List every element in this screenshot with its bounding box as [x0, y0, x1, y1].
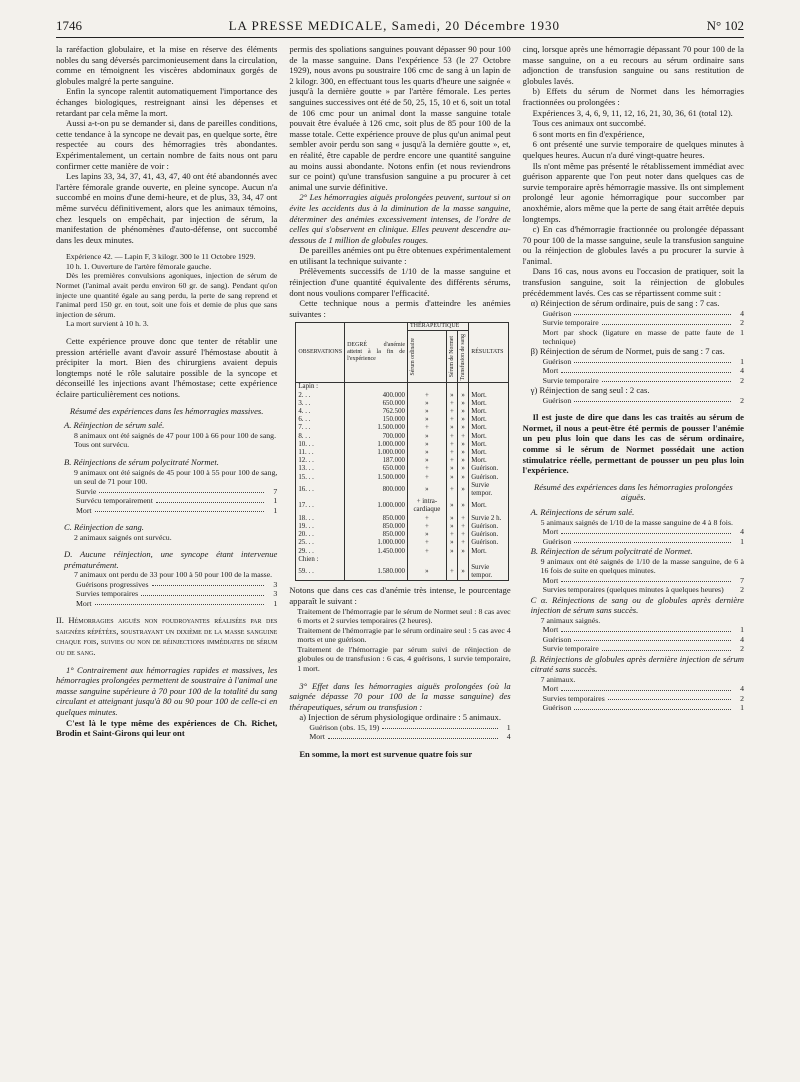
table-cell-deg: 700.000 [345, 433, 408, 441]
table-cell-deg: 1.000.000 [345, 539, 408, 547]
result-text: 7 animaux saignés. [540, 615, 601, 625]
result-label: Guérison [542, 395, 572, 405]
paragraph: b) Effets du sérum de Normet dans les hémorragies fractionnées ou prolongées : [522, 86, 744, 107]
paragraph: Tous ces animaux ont succombé. [532, 118, 646, 129]
table-cell-a: » [407, 457, 446, 465]
table-cell-obs: 10. . . [296, 441, 345, 449]
table-cell-deg: 650.000 [345, 465, 408, 473]
result-label: Survie temporaire [542, 375, 599, 385]
column-1 [56, 44, 277, 759]
table-row [296, 564, 509, 581]
table-cell-obs: 18. . . [296, 515, 345, 523]
section-heading: II. Hémorragies aiguës non foudroyantes réalisées par des saignées répétées, soustrayant un dixième de la masse sanguine chaque fois, suivies ou non de réinjections immédiates de sérum ou de sang. [56, 615, 278, 657]
table-cell-a: » [407, 564, 446, 581]
table-cell-a: » [407, 408, 446, 416]
list-item: Traitement de l'hémorragie par sérum suivi de réinjection de globules ou de transfusion : 6 cas, 4 guérisons, 1 survie temporaire, 1 mort. [297, 644, 511, 674]
table-cell-r: Mort. [469, 433, 509, 441]
result-label: Survies temporaires [76, 589, 139, 599]
paragraph: cinq, lorsque après une hémorragie dépassant 70 pour 100 de la masse sanguine, on a eu recours au sérum ordinaire sans adjonction de transfusion sanguine ou sans restitution de globules lavés. [522, 44, 744, 86]
table-cell-a: » [407, 400, 446, 408]
table-cell-r: Survie tempor. [469, 482, 509, 498]
table-cell-deg: 762.500 [345, 408, 408, 416]
result-label: Survies temporaires [542, 693, 605, 703]
result-value: 2 [740, 375, 744, 385]
table-cell-b: » [446, 539, 457, 547]
table-cell-deg: 400.000 [345, 392, 408, 400]
result-text: 7 animaux. [540, 674, 576, 684]
paragraph: Prélèvements successifs de 1/10 de la masse sanguine et réinjection d'une quantité équivalente des différents sérums, dont nous voulions comparer l'efficacité. [289, 266, 511, 298]
paragraph: En somme, la mort est survenue quatre fois sur [299, 748, 473, 759]
result-label: Survie temporaire [542, 318, 599, 328]
table-cell-c: + [458, 433, 469, 441]
result-value: 1 [740, 327, 744, 337]
table-cell-r: Guérison. [469, 539, 509, 547]
table-cell-a: + [407, 465, 446, 473]
result-label: Mort [542, 684, 559, 694]
table-row [296, 441, 509, 449]
table-cell-b: » [446, 424, 457, 432]
table-cell-r: Guérison. [469, 531, 509, 539]
result-value: 2 [740, 644, 744, 654]
table-cell-a: » [407, 433, 446, 441]
table-cell-b: » [446, 498, 457, 514]
table-cell-c: » [458, 408, 469, 416]
table-cell-obs: 7. . . [296, 424, 345, 432]
result-label: Guérisons progressives [76, 579, 149, 589]
col-header-serum-normet: Sérum de Normet [448, 336, 455, 378]
result-value: 7 [273, 486, 278, 496]
result-list [56, 580, 277, 608]
table-cell-b: + [446, 433, 457, 441]
table-cell-obs: 20. . . [296, 531, 345, 539]
result-label: Mort [309, 732, 325, 742]
table-cell-a: + [407, 515, 446, 523]
table-cell-c: » [458, 498, 469, 514]
subheading: γ) Réinjection de sang seul : 2 cas. [530, 385, 650, 396]
table-cell-r: Survie tempor. [469, 564, 509, 581]
anemia-results-table [295, 322, 509, 581]
table-cell-deg: 650.000 [345, 400, 408, 408]
table-cell-c: + [458, 523, 469, 531]
result-value: 2 [740, 318, 744, 328]
result-value: 4 [506, 732, 511, 742]
paragraph: permis des spoliations sanguines pouvant dépasser 90 pour 100 de la masse sanguine. Dans l'expérience 53 (le 27 Octobre 1929), nous avons pu soustraire 106 cmc de sang à un lapin de 2 kilogr. 300, en effectuant tous les quarts d'heure une saignée « jusqu'à la dernière goutte » par l'artère fémorale. Les pertes sanguines successives ont été de 50, 25, 15, 10 et 6, soit un total de 106 cmc pour un animal dont la masse sanguine totale pouvait être évaluée à 126 cmc, soit plus de 85 pour 100 de la masse totale. Cette expérience prouve de plus qu'un animal peut sembler avoir perdu son sang « jusqu'à la dernière goutte », et, en réalité, être capable de perdre encore une quantité sanguine au moins aussi abondante. Notons enfin (et nous reviendrons sur ce point) qu'une transfusion sanguine a pu procurer à cet animal une survie définitive. [289, 44, 511, 192]
result-value: 3 [273, 579, 278, 589]
result-label: Guérison [542, 703, 572, 713]
group-label: Chien : [296, 556, 345, 564]
result-label: Guérison [542, 634, 572, 644]
result-text: 9 animaux ont été saignés de 45 pour 100 à 55 pour 100 de sang, un seul de 71 pour 100. [74, 467, 278, 487]
table-cell-b: » [446, 523, 457, 531]
table-cell-obs: 8. . . [296, 433, 345, 441]
table-cell-obs: 17. . . [296, 498, 345, 514]
list-item: Traitement de l'hémorragie par le sérum de Normet seul : 8 cas avec 6 morts et 2 survies temporaires (2 heures). [297, 606, 511, 626]
table-cell-a: + [407, 523, 446, 531]
table-group-row [296, 556, 509, 564]
table-cell-obs: 25. . . [296, 539, 345, 547]
col-header-degree: DEGRÉ d'anémie atteint à la fin de l'expérience [345, 323, 408, 383]
table-cell-a: + [407, 474, 446, 482]
result-label: Guérison [542, 308, 572, 318]
result-value: 2 [740, 693, 744, 703]
table-cell-r: Mort. [469, 400, 509, 408]
paragraph: Cette technique nous a permis d'atteindre les anémies suivantes : [289, 298, 511, 319]
subheading: B. Réinjections de sérum polycitraté Normet. [64, 456, 219, 467]
result-list [523, 357, 744, 385]
table-cell-r: Mort. [469, 408, 509, 416]
table-cell-deg: 1.000.000 [345, 449, 408, 457]
paragraph: C'est là le type même des expériences de Ch. Richet, Brodin et Saint-Girons qui leur ont [56, 717, 278, 739]
result-label: Mort [76, 505, 92, 515]
table-cell-obs: 29. . . [296, 548, 345, 556]
result-text: Tous ont survécu. [74, 440, 130, 450]
result-label: Survécu temporairement [76, 496, 153, 506]
table-cell-r: Guérison. [469, 523, 509, 531]
subheading: β) Réinjection de sérum de Normet, puis de sang : 7 cas. [530, 346, 725, 357]
table-cell-obs: 59. . . [296, 564, 345, 581]
result-label: Mort [542, 625, 559, 635]
result-value: 1 [740, 357, 744, 367]
table-cell-obs: 16. . . [296, 482, 345, 498]
table-cell-r: Guérison. [469, 465, 509, 473]
table-row [296, 400, 509, 408]
table-row [296, 523, 509, 531]
column-2 [289, 44, 510, 759]
table-cell-b: » [446, 515, 457, 523]
table-cell-r: Mort. [469, 449, 509, 457]
subheading: C α. Réinjections de sang ou de globules après dernière injection de sérum sans succès. [530, 594, 744, 616]
result-list [523, 684, 744, 712]
table-cell-b: » [446, 465, 457, 473]
table-row [296, 465, 509, 473]
table-row [296, 474, 509, 482]
table-row [296, 515, 509, 523]
result-value: 1 [506, 723, 511, 733]
result-value: 2 [740, 395, 744, 405]
table-cell-a: + intra-cardiaque [407, 498, 446, 514]
result-value: 7 [740, 575, 744, 585]
subheading: D. Aucune réinjection, une syncope étant intervenue prématurément. [64, 549, 278, 570]
paragraph: 6 sont morts en fin d'expérience, [532, 128, 645, 139]
journal-title: LA PRESSE MEDICALE [228, 18, 384, 33]
table-group-row [296, 383, 509, 392]
paragraph: De pareilles anémies ont pu être obtenues expérimentalement en utilisant la technique suivante : [289, 245, 511, 266]
paragraph: Notons que dans ces cas d'anémie très intense, le pourcentage apparaît le suivant : [289, 585, 511, 606]
table-cell-r: Mort. [469, 548, 509, 556]
col-header-results: RÉSULTATS [469, 323, 509, 383]
text-columns [56, 44, 744, 759]
table-cell-deg: 1.000.000 [345, 441, 408, 449]
subheading: C. Réinjection de sang. [64, 521, 144, 532]
result-value: 1 [273, 598, 278, 608]
table-cell-b: + [446, 408, 457, 416]
result-value: 1 [740, 703, 744, 713]
result-value: 4 [740, 684, 744, 694]
result-value: 1 [273, 505, 278, 515]
result-label: Mort [542, 575, 559, 585]
table-cell-c: » [458, 424, 469, 432]
table-cell-deg: 1.450.000 [345, 548, 408, 556]
result-value: 4 [740, 634, 744, 644]
paragraph: Les lapins 33, 34, 37, 41, 43, 47, 40 ont été abandonnés avec l'artère fémorale grande ouverte, en pleine syncope. Aucun n'a succombé en moins d'une demi-heure, et de plus, 33, 34, 47 ont même survécu définitivement, alors que les animaux témoins, chez lesquels on empêchait, par injection de sérum, la manifestation de phénomènes d'auto-défense, ont succombé dans les deux minutes. [56, 171, 278, 245]
result-list [523, 625, 744, 653]
table-cell-r: Mort. [469, 392, 509, 400]
paragraph: Ils n'ont même pas présenté le rétablissement immédiat avec guérison apparente que l'on peut noter dans quelques cas de survie temporaire après hémorragie massive. Ils ont simplement prolongé leur agonie hémorragique pour succomber par anoxhémie, alors même que la perte de sang était arrêtée depuis longtemps. [522, 160, 744, 224]
table-cell-b: + [446, 416, 457, 424]
table-cell-r: Guérison. [469, 474, 509, 482]
table-cell-b: » [446, 474, 457, 482]
paragraph: 3° Effet dans les hémorragies aiguës prolongées (où la saignée dépasse 70 pour 100 de la masse sanguine) des thérapeutiques, sérum ou transfusion : [289, 680, 511, 712]
table-body [296, 383, 509, 581]
table-row [296, 482, 509, 498]
table-cell-c: » [458, 482, 469, 498]
table-cell-b: + [446, 564, 457, 581]
paragraph: Aussi a-t-on pu se demander si, dans de pareilles conditions, cette tendance à la syncope ne devait pas, en quelque sorte, être respectée au cours des hémorragies très abondantes. Expérimentalement, un certain nombre de faits nous ont paru confirmer cette manière de voir : [56, 118, 278, 171]
table-row [296, 539, 509, 547]
table-row [296, 392, 509, 400]
table-cell-obs: 2. . . [296, 392, 345, 400]
page-number: 1746 [56, 18, 82, 33]
table-cell-a: » [407, 531, 446, 539]
table-cell-a: + [407, 424, 446, 432]
col-header-serum-ordinaire: Sérum ordinaire [409, 338, 416, 376]
table-cell-b: + [446, 449, 457, 457]
table-cell-r: Survie 2 h. [469, 515, 509, 523]
table-cell-b: » [446, 548, 457, 556]
table-row [296, 531, 509, 539]
group-label: Lapin : [296, 383, 345, 392]
paragraph: Dans 16 cas, nous avons eu l'occasion de pratiquer, soit la transfusion sanguine, soit la réinjection de globules précédemment lavés. Ces cas se répartissent comme suit : [522, 266, 744, 298]
table-cell-c: » [458, 548, 469, 556]
table-cell-r: Mort. [469, 457, 509, 465]
table-cell-obs: 13. . . [296, 465, 345, 473]
table-cell-deg: 850.000 [345, 523, 408, 531]
result-list [56, 487, 277, 515]
table-cell-obs: 3. . . [296, 400, 345, 408]
table-cell-deg: 850.000 [345, 531, 408, 539]
table-cell-b: + [446, 441, 457, 449]
result-label: Mort [542, 527, 559, 537]
table-cell-b: + [446, 482, 457, 498]
table-cell-c: » [458, 400, 469, 408]
table-cell-c: » [458, 416, 469, 424]
table-cell-a: » [407, 449, 446, 457]
result-value: 1 [740, 625, 744, 635]
table-cell-b: + [446, 531, 457, 539]
result-text: 2 animaux saignés ont survécu. [74, 532, 172, 542]
paragraph: Expériences 3, 4, 6, 9, 11, 12, 16, 21, 30, 36, 61 (total 12). [532, 107, 733, 118]
table-cell-r: Mort. [469, 498, 509, 514]
result-value: 2 [740, 585, 744, 595]
paragraph: 1° Contrairement aux hémorragies rapides et massives, les hémorragies prolongées permettent de soustraire à l'animal une masse sanguine supérieure à 70 pour 100 de la totalité du sang circulant et atteignant jusqu'à 80 ou 90 pour 100 de celle-ci en quelques minutes. [56, 664, 278, 717]
table-cell-deg: 1.000.000 [345, 498, 408, 514]
table-cell-a: + [407, 392, 446, 400]
experiment-line: Dès les premières convulsions agoniques, injection de sérum de Normet (l'animal avait perdu environ 60 gr. de sang). Pendant qu'on injecte une quantité égale au sang perdu, la perte de sang reprend et l'animal perd 150 gr. en tout, soit une fois et demie de plus que sans injection de sérum. [56, 271, 278, 319]
table-cell-deg: 800.000 [345, 482, 408, 498]
table-cell-obs: 19. . . [296, 523, 345, 531]
paragraph: la raréfaction globulaire, et la mise en réserve des éléments nobles du sang déversés parcimonieusement dans la circulation, comme en témoignent les viscères abdominaux gorgés de globules malgré la perte sanguine. [56, 44, 278, 86]
result-label: Guérison [542, 357, 572, 367]
table-cell-obs: 12. . . [296, 457, 345, 465]
paragraph: a) Injection de sérum physiologique ordinaire : 5 animaux. [299, 712, 501, 723]
table-cell-deg: 850.000 [345, 515, 408, 523]
paragraph: 2° Les hémorragies aiguës prolongées peuvent, surtout si on évite les accidents dus à la diminution de la masse sanguine, déterminer des anémies excessivement intenses, de l'ordre de celles qui s'observent en clinique. Elles peuvent descendre au-dessous de 1 million de globules rouges. [289, 192, 511, 245]
result-list [523, 576, 744, 595]
table-cell-c: » [458, 564, 469, 581]
result-label: Survies temporaires (quelques minutes à quelques heures) [542, 585, 724, 595]
table-cell-a: + [407, 539, 446, 547]
subheading: β. Réinjections de globules après dernière injection de sérum citraté sans succès. [530, 653, 744, 675]
table-row [296, 548, 509, 556]
section-heading: Résumé des expériences dans les hémorragies massives. [69, 405, 264, 416]
result-text: 7 animaux ont perdu de 33 pour 100 à 50 pour 100 de la masse. [74, 570, 273, 580]
table-cell-a: » [407, 416, 446, 424]
table-row [296, 433, 509, 441]
result-text: 9 animaux ont été saignés de 1/10 de la masse sanguine, de 6 à 16 fois de suite en quelques minutes. [540, 556, 744, 576]
table-cell-a: » [407, 441, 446, 449]
paragraph: Il est juste de dire que dans les cas traités au sérum de Normet, il nous a peut-être été permis de pousser l'anémie un peu plus loin que dans les cas de sérum ordinaire, comme si le sérum de Normet possédait une action stimulatrice réelle, permettant de pousser un peu plus loin l'expérience. [522, 412, 744, 476]
result-list [523, 309, 744, 347]
result-value: 4 [740, 527, 744, 537]
table-cell-b: » [446, 392, 457, 400]
col-header-transfusion: Transfusion de sang [460, 333, 466, 381]
paragraph: c) En cas d'hémorragie fractionnée ou prolongée dépassant 70 pour 100 de la masse sanguine, seule la transfusion sanguine ou la réinjection de globules lavés a pu procurer la survie à l'animal. [522, 224, 744, 266]
result-label: Mort [542, 366, 559, 376]
table-cell-c: » [458, 457, 469, 465]
table-cell-r: Mort. [469, 416, 509, 424]
table-cell-obs: 4. . . [296, 408, 345, 416]
issue-number: N° 102 [706, 18, 744, 33]
subheading: A. Réinjections de sérum salé. [530, 507, 635, 518]
result-list [523, 396, 744, 405]
col-header-observations: OBSERVATIONS [296, 323, 345, 383]
table-cell-c: + [458, 531, 469, 539]
result-text: 8 animaux ont été saignés de 47 pour 100 à 66 pour 100 de sang. [74, 430, 277, 440]
paragraph: Cette expérience prouve donc que tenter de rétablir une pression artérielle avant d'avoir assuré l'hémostase aboutit à précipiter la mort. Bien des chirurgiens avaient depuis longtemps noté le rôle salutaire possible de la syncope et déconseillé les injections avant l'hémostase; cette expérience éclaire particulièrement ces notions. [56, 336, 278, 399]
table-row [296, 424, 509, 432]
table-cell-r: Mort. [469, 424, 509, 432]
running-header [56, 18, 744, 38]
column-3 [523, 44, 744, 759]
table-cell-c: » [458, 449, 469, 457]
table-cell-deg: 1.500.000 [345, 474, 408, 482]
table-cell-b: + [446, 457, 457, 465]
table-cell-deg: 1.580.000 [345, 564, 408, 581]
result-label: Guérison [542, 536, 572, 546]
table-row [296, 457, 509, 465]
table-cell-deg: 1.500.000 [345, 424, 408, 432]
table-cell-deg: 187.000 [345, 457, 408, 465]
table-row [296, 498, 509, 514]
table-cell-c: + [458, 515, 469, 523]
result-list [289, 723, 510, 742]
table-cell-c: » [458, 474, 469, 482]
list-item: Traitement de l'hémorragie par le sérum ordinaire seul : 5 cas avec 4 morts et une guérison. [297, 625, 511, 645]
subheading: α) Réinjection de sérum ordinaire, puis de sang : 7 cas. [530, 298, 720, 309]
table-cell-a: + [407, 548, 446, 556]
subheading: B. Réinjection de sérum polycitraté de Normet. [530, 546, 693, 557]
result-value: 1 [273, 496, 278, 506]
result-value: 3 [273, 589, 278, 599]
result-label: Mort par shock (ligature en masse de patte faute de technique) [542, 327, 734, 347]
table-cell-c: » [458, 441, 469, 449]
table-cell-deg: 150.000 [345, 416, 408, 424]
table-cell-obs: 15. . . [296, 474, 345, 482]
result-list [523, 527, 744, 546]
table-cell-a: » [407, 482, 446, 498]
paragraph: Enfin la syncope ralentit automatiquement l'importance des échanges biologiques, restreignant ainsi les dépenses et retardant par cela même la mort. [56, 86, 278, 118]
table-row [296, 416, 509, 424]
result-text: 5 animaux saignés de 1/10 de la masse sanguine de 4 à 8 fois. [540, 517, 733, 527]
table-row [296, 408, 509, 416]
result-label: Mort [76, 598, 92, 608]
result-label: Guérison (obs. 15, 19) [309, 723, 380, 733]
table-cell-obs: 6. . . [296, 416, 345, 424]
col-header-therapeutics: THÉRAPEUTIQUE [407, 323, 468, 331]
result-label: Survie temporaire [542, 644, 599, 654]
experiment-line: 10 h. 1. Ouverture de l'artère fémorale gauche. [66, 261, 212, 271]
table-cell-obs: 11. . . [296, 449, 345, 457]
table-cell-c: + [458, 539, 469, 547]
result-value: 4 [740, 308, 744, 318]
table-cell-b: + [446, 400, 457, 408]
section-heading: Résumé des expériences dans les hémorragies prolongées aiguës. [533, 481, 733, 503]
result-label: Survie [76, 486, 97, 496]
table-cell-c: » [458, 465, 469, 473]
table-cell-c: » [458, 392, 469, 400]
table-row [296, 449, 509, 457]
subheading: A. Réinjection de sérum salé. [64, 420, 165, 431]
result-value: 1 [740, 536, 744, 546]
paragraph: 6 ont présenté une survie temporaire de quelques minutes à quelques heures. Aucun n'a duré vingt-quatre heures. [522, 139, 744, 160]
result-value: 4 [740, 366, 744, 376]
table-cell-r: Mort. [469, 441, 509, 449]
experiment-title: Expérience 42. — Lapin F, 3 kilogr. 300 le 11 Octobre 1929. [66, 252, 256, 262]
journal-title-and-date: LA PRESSE MEDICALE, Samedi, 20 Décembre 1930 [228, 18, 561, 33]
experiment-line: La mort survient à 10 h. 3. [66, 319, 149, 329]
issue-date: Samedi, 20 Décembre 1930 [391, 18, 561, 33]
